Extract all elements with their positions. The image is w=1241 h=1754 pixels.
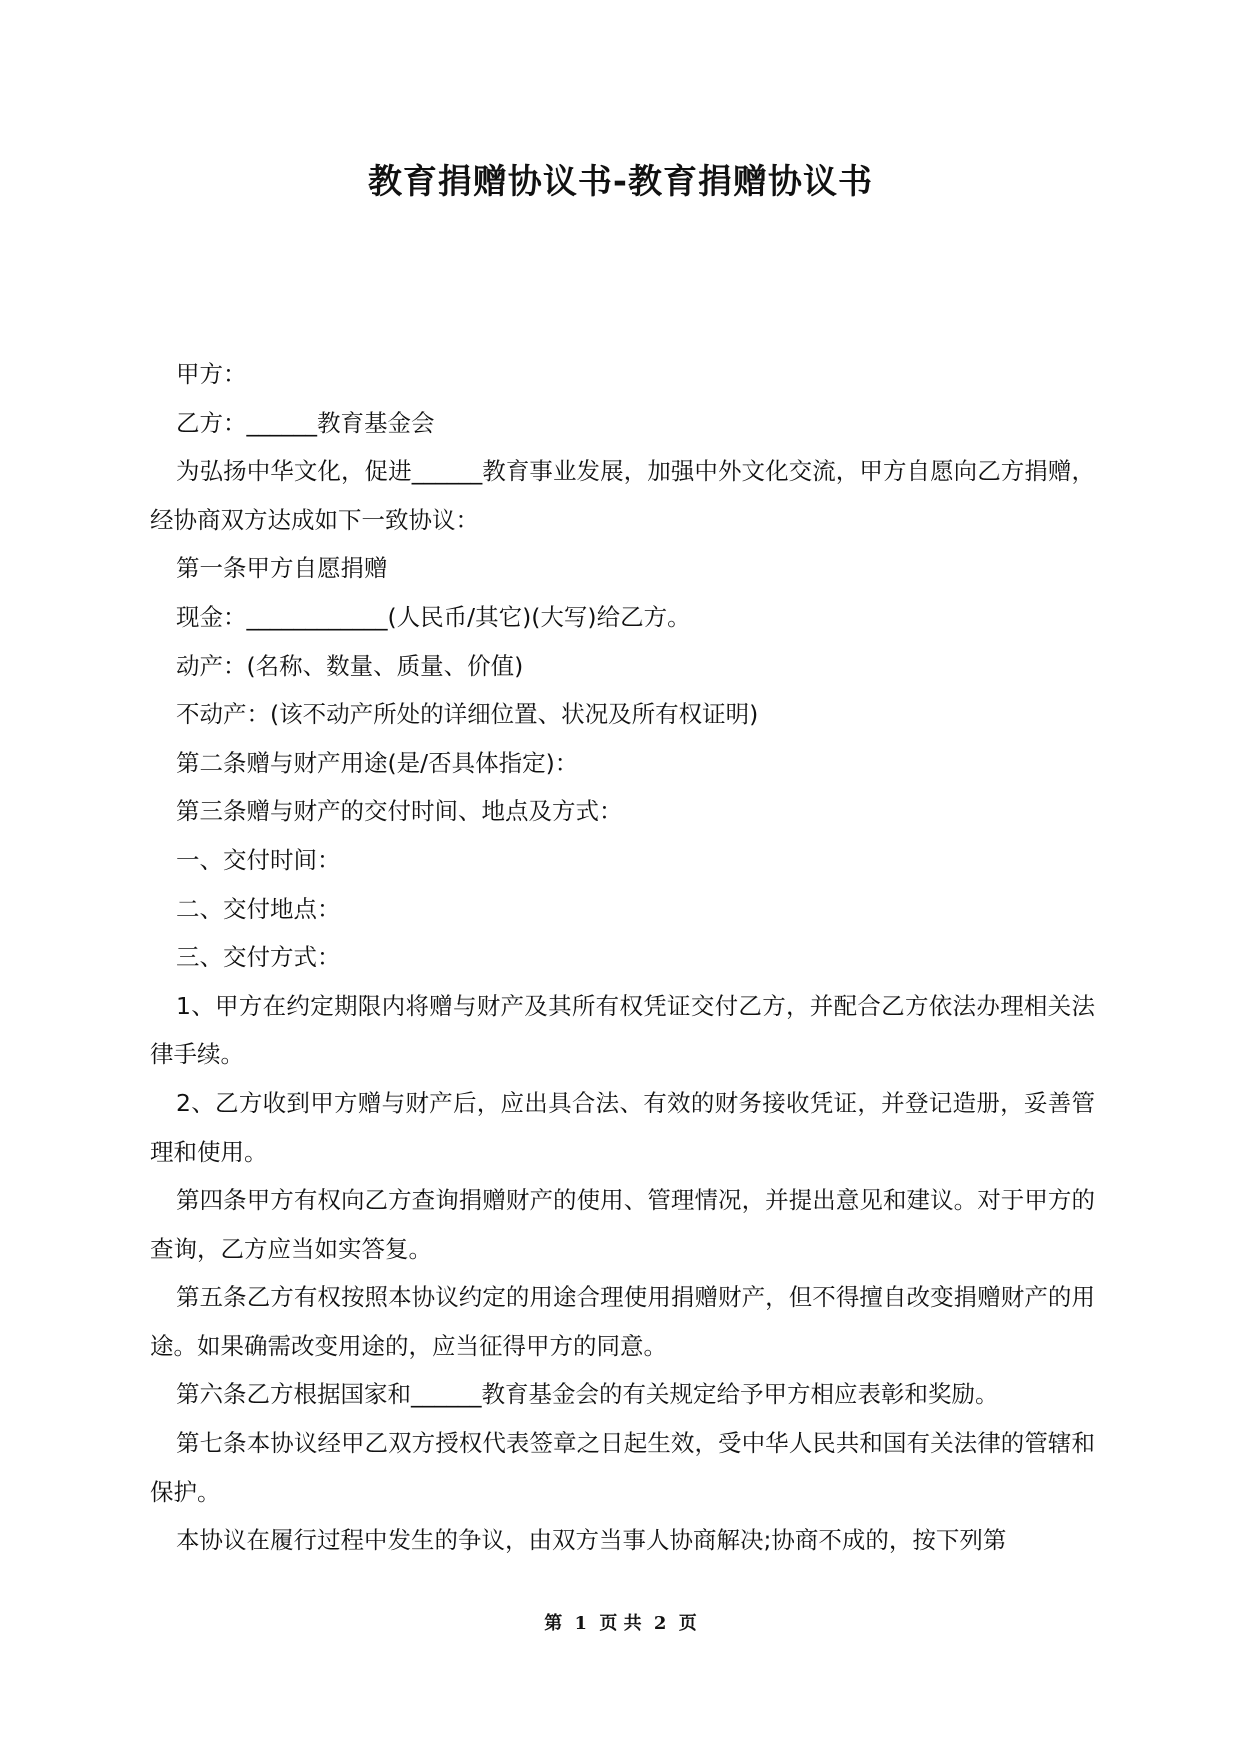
party-a-line: 甲方： bbox=[176, 360, 247, 388]
document-title: 教育捐赠协议书-教育捐赠协议书 bbox=[367, 162, 874, 202]
footer-prefix: 第 bbox=[544, 1613, 563, 1634]
delivery-place-line: 二、交付地点： bbox=[176, 894, 341, 923]
article-4-paragraph: 第四条甲方有权向乙方查询捐赠财产的使用、管理情况，并提出意见和建议。对于甲方的查询，乙方应当如实答复。 bbox=[150, 1186, 1095, 1263]
delivery-method-line: 三、交付方式： bbox=[176, 943, 341, 972]
article-6-paragraph: 第六条乙方根据国家和______教育基金会的有关规定给予甲方相应表彰和奖励。 bbox=[176, 1380, 999, 1409]
footer-current-page: 1 bbox=[574, 1613, 588, 1634]
article-5-paragraph: 第五条乙方有权按照本协议约定的用途合理使用捐赠财产，但不得擅自改变捐赠财产的用途。如果确需改变用途的，应当征得甲方的同意。 bbox=[150, 1283, 1095, 1360]
footer-middle: 页 共 bbox=[599, 1613, 642, 1634]
party-b-line: 乙方：______教育基金会 bbox=[176, 408, 435, 437]
dispute-paragraph: 本协议在履行过程中发生的争议，由双方当事人协商解决;协商不成的，按下列第 bbox=[176, 1526, 1007, 1555]
delivery-time-line: 一、交付时间： bbox=[176, 845, 341, 874]
article-7-paragraph: 第七条本协议经甲乙双方授权代表签章之日起生效，受中华人民共和国有关法律的管辖和保护。 bbox=[150, 1429, 1095, 1506]
page-footer bbox=[0, 1612, 1241, 1636]
preamble-paragraph: 为弘扬中华文化，促进______教育事业发展，加强中外文化交流，甲方自愿向乙方捐赠，经协商双方达成如下一致协议： bbox=[150, 457, 1095, 534]
delivery-clause-2: 2、乙方收到甲方赠与财产后，应出具合法、有效的财务接收凭证，并登记造册，妥善管理和使用。 bbox=[150, 1088, 1095, 1166]
footer-suffix: 页 bbox=[678, 1613, 697, 1634]
article-2-line: 第二条赠与财产用途(是/否具体指定)： bbox=[176, 748, 579, 777]
cash-line: 现金：____________(人民币/其它)(大写)给乙方。 bbox=[176, 602, 691, 631]
document-body bbox=[150, 350, 1095, 1565]
footer-total-pages: 2 bbox=[653, 1613, 667, 1634]
delivery-clause-1: 1、甲方在约定期限内将赠与财产及其所有权凭证交付乙方，并配合乙方依法办理相关法律手续。 bbox=[150, 991, 1095, 1069]
movable-property-line: 动产：(名称、数量、质量、价值) bbox=[176, 651, 524, 680]
real-estate-line: 不动产：(该不动产所处的详细位置、状况及所有权证明) bbox=[176, 700, 759, 729]
article-1-heading: 第一条甲方自愿捐赠 bbox=[176, 554, 388, 583]
article-3-line: 第三条赠与财产的交付时间、地点及方式： bbox=[176, 797, 623, 826]
